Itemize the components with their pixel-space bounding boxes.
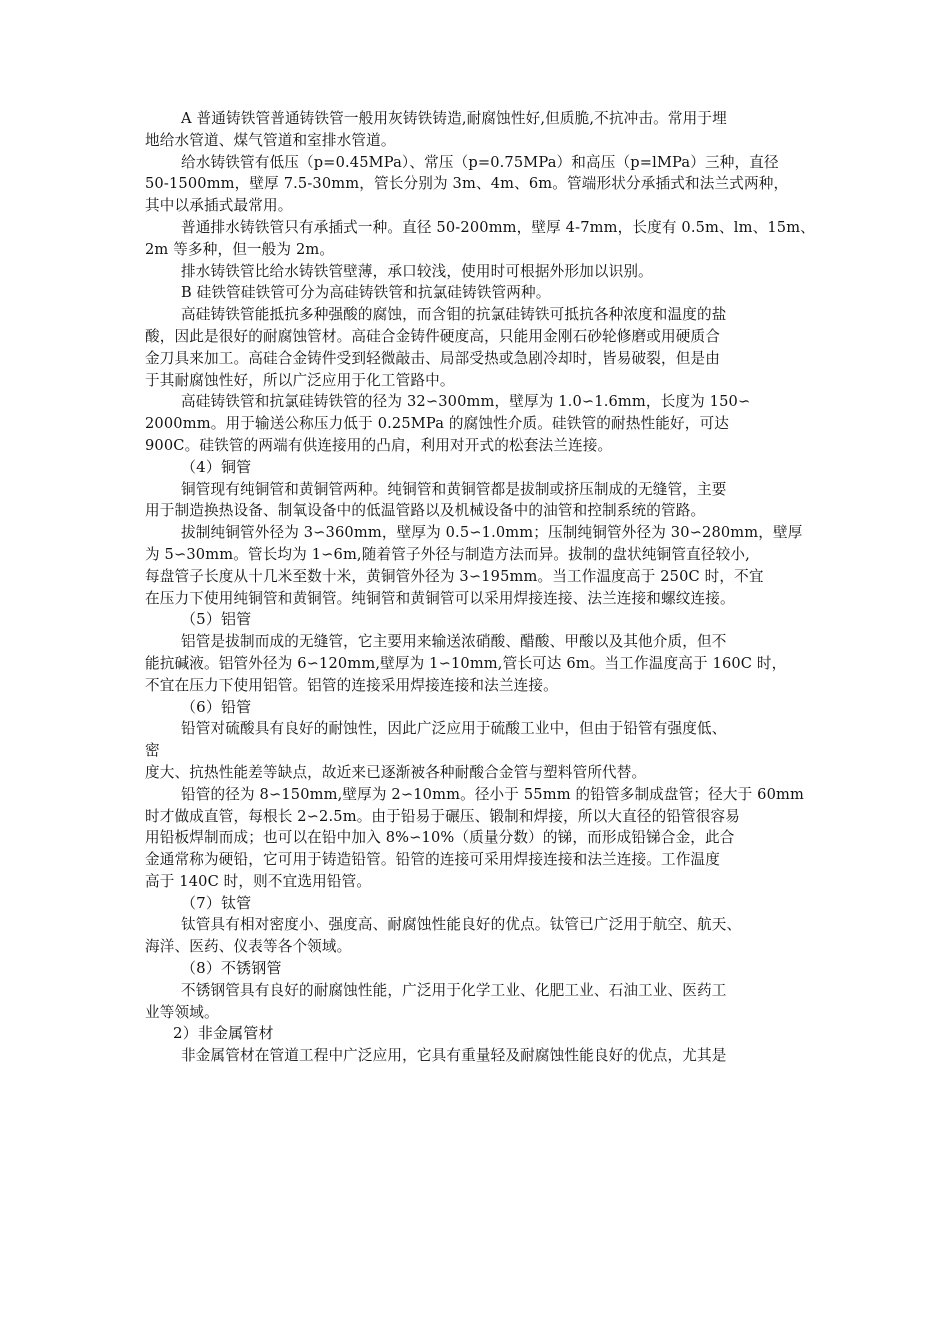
text-line: 在压力下使用纯铜管和黄铜管。纯铜管和黄铜管可以采用焊接连接、法兰连接和螺纹连接。 (145, 589, 735, 607)
text-line: 金通常称为硬铅，它可用于铸造铅管。铅管的连接可采用焊接连接和法兰连接。工作温度 (145, 851, 721, 869)
text-line: 度大、抗热性能差等缺点，故近来已逐渐被各种耐酸合金管与塑料管所代替。 (145, 763, 647, 781)
text-line: 酸，因此是很好的耐腐蚀管材。高硅合金铸件硬度高，只能用金刚石砂轮修磨或用硬质合 (145, 327, 721, 345)
text-line: B 硅铁管硅铁管可分为高硅铸铁管和抗氯硅铸铁管两种。 (181, 284, 551, 302)
text-line: 高于 140C 时，则不宜选用铅管。 (145, 872, 372, 890)
text-line: 普通排水铸铁管只有承插式一种。直径 50-200mm，壁厚 4-7mm，长度有 0.5m、lm、15m、 (181, 218, 815, 236)
text-line: 密 (145, 742, 160, 760)
text-line: 每盘管子长度从十几米至数十米，黄铜管外径为 3∽195mm。当工作温度高于 250C 时，不宜 (145, 567, 764, 585)
text-line: 海洋、医药、仪表等各个领域。 (145, 938, 352, 956)
text-line: 2000mm。用于输送公称压力低于 0.25MPa 的腐蚀性介质。硅铁管的耐热性能好，可达 (145, 415, 729, 433)
text-line: 铅管的径为 8∽150mm,壁厚为 2∽10mm。径小于 55mm 的铅管多制成盘管；径大于 60mm (181, 785, 805, 803)
text-line: 钛管具有相对密度小、强度高、耐腐蚀性能良好的优点。钛管已广泛用于航空、航天、 (181, 916, 742, 934)
section-heading: （8）不锈钢管 (181, 959, 282, 978)
text-line: 高硅铸铁管和抗氯硅铸铁管的径为 32∽300mm，壁厚为 1.0∽1.6mm，长度为 150∽ (181, 393, 751, 411)
text-line: 900C。硅铁管的两端有供连接用的凸肩，利用对开式的松套法兰连接。 (145, 436, 613, 454)
text-line: 铜管现有纯铜管和黄铜管两种。纯铜管和黄铜管都是拔制或挤压制成的无缝管，主要 (181, 480, 727, 498)
text-line: 用于制造换热设备、制氧设备中的低温管路以及机械设备中的油管和控制系统的管路。 (145, 502, 706, 520)
section-heading: （5）铝管 (181, 610, 252, 629)
text-line: 铝管是拔制而成的无缝管，它主要用来输送浓硝酸、醋酸、甲酸以及其他介质，但不 (181, 633, 727, 651)
text-line: 排水铸铁管比给水铸铁管壁薄，承口较浅，使用时可根据外形加以识别。 (181, 262, 653, 280)
text-line: 高硅铸铁管能抵抗多种强酸的腐蚀，而含钼的抗氯硅铸铁可抵抗各种浓度和温度的盐 (181, 306, 727, 324)
text-line: 为 5∽30mm。管长均为 1∽6m,随着管子外径与制造方法而异。拔制的盘状纯铜管直径较小, (145, 545, 750, 563)
text-line: 于其耐腐蚀性好，所以广泛应用于化工管路中。 (145, 371, 455, 389)
text-line: 不锈钢管具有良好的耐腐蚀性能，广泛用于化学工业、化肥工业、石油工业、医药工 (181, 981, 727, 999)
section-heading: （6）铅管 (181, 697, 252, 716)
text-line: 50-1500mm，壁厚 7.5-30mm，管长分别为 3m、4m、6m。管端形状分承插式和法兰式两种， (145, 175, 789, 193)
text-line: 业等领域。 (145, 1003, 219, 1021)
section-heading: （7）钛管 (181, 893, 252, 912)
text-line: 非金属管材在管道工程中广泛应用，它具有重量轻及耐腐蚀性能良好的优点，尤其是 (181, 1047, 727, 1065)
text-line: 金刀具来加工。高硅合金铸件受到轻微敲击、局部受热或急剧冷却时，皆易破裂，但是由 (145, 349, 721, 367)
text-line: 能抗碱液。铝管外径为 6∽120mm,壁厚为 1∽10mm,管长可达 6m。当工作温度高于 160C 时， (145, 654, 787, 672)
text-line: 2m 等多种，但一般为 2m。 (145, 240, 335, 258)
section-heading: 2）非金属管材 (173, 1024, 274, 1043)
text-line: 其中以承插式最常用。 (145, 197, 293, 215)
text-line: 拔制纯铜管外径为 3∽360mm，壁厚为 0.5∽1.0mm；压制纯铜管外径为 30∽280mm，壁厚 (181, 524, 803, 542)
text-line: A 普通铸铁管普通铸铁管一般用灰铸铁铸造,耐腐蚀性好,但质脆,不抗冲击。常用于埋 (181, 110, 727, 127)
section-heading: （4）铜管 (181, 457, 252, 476)
text-line: 地给水管道、煤气管道和室排水管道。 (145, 131, 396, 149)
text-line: 用铅板焊制而成；也可以在铅中加入 8%∽10%（质量分数）的锑，而形成铅锑合金，此合 (145, 829, 735, 847)
text-line: 不宜在压力下使用铝管。铝管的连接采用焊接连接和法兰连接。 (145, 676, 558, 694)
text-line: 铅管对硫酸具有良好的耐蚀性，因此广泛应用于硫酸工业中，但由于铅管有强度低、 (181, 720, 727, 738)
document-page (145, 108, 815, 1067)
text-line: 给水铸铁管有低压（p=0.45MPa）、常压（p=0.75MPa）和高压（p=lMPa）三种，直径 (181, 153, 779, 171)
text-line: 时才做成直管，每根长 2∽2.5m。由于铅易于碾压、锻制和焊接，所以大直径的铅管很容易 (145, 807, 741, 825)
